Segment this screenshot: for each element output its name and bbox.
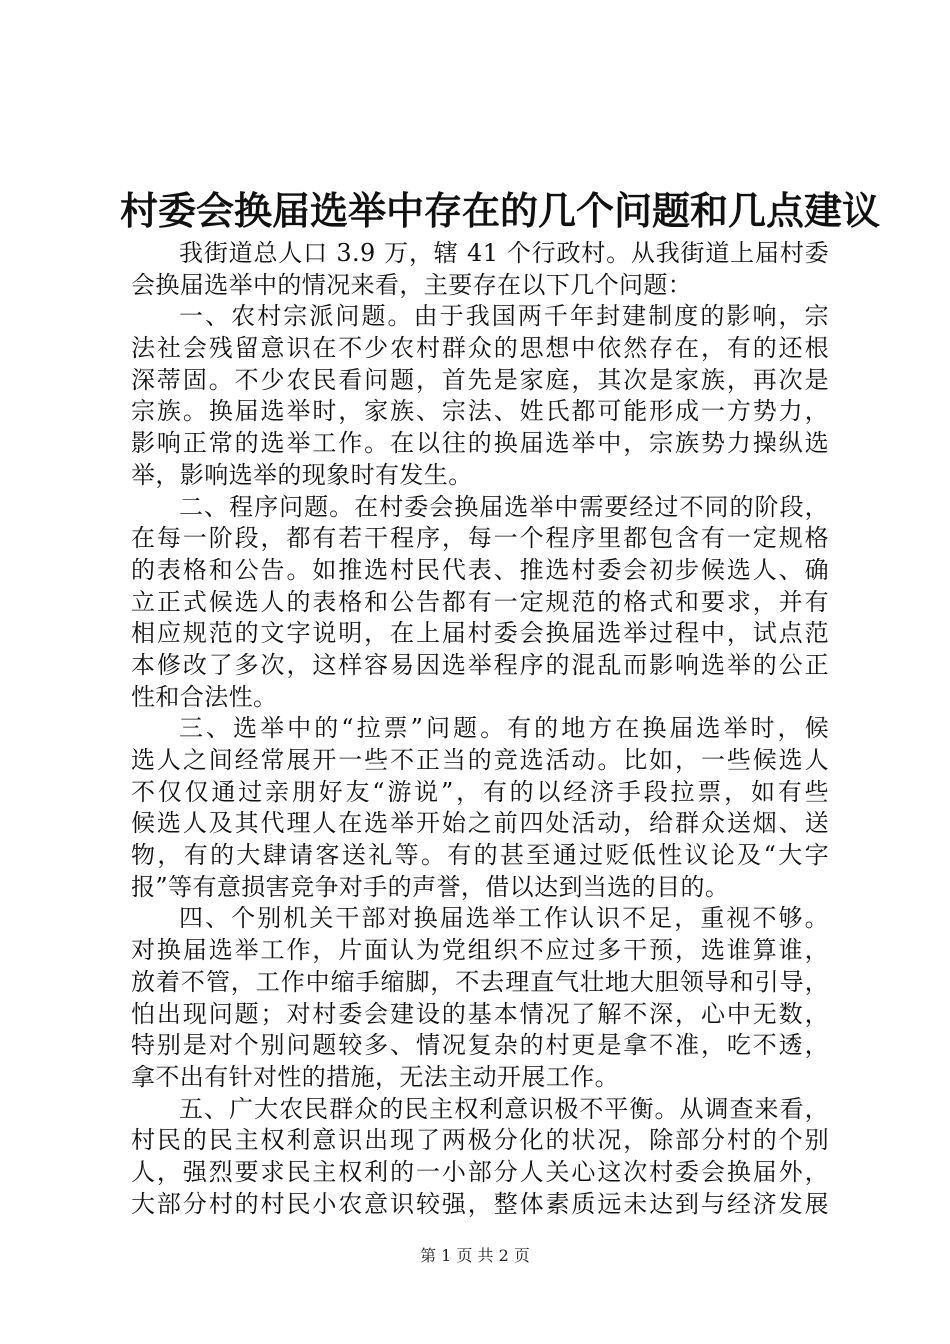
text-line: 法社会残留意识在不少农村群众的思想中依然存在，有的还根 [131, 334, 829, 363]
text-line: 四、个别机关干部对换届选举工作认识不足，重视不够。 [179, 904, 829, 933]
text-line: 人，强烈要求民主权利的一小部分人关心这次村委会换届外， [131, 1157, 829, 1186]
text-line: 会换届选举中的情况来看，主要存在以下几个问题： [131, 270, 693, 299]
text-line: 大部分村的村民小农意识较强，整体素质远未达到与经济发展 [131, 1189, 829, 1218]
text-line: 本修改了多次，这样容易因选举程序的混乱而影响选举的公正 [131, 650, 829, 679]
paragraph [131, 1094, 829, 1221]
text-line: 影响正常的选举工作。在以往的换届选举中，宗族势力操纵选 [131, 429, 829, 458]
text-line: 不仅仅通过亲朋好友“游说”，有的以经济手段拉票，如有些 [131, 777, 829, 806]
document-title: 村委会换届选举中存在的几个问题和几点建议 [120, 188, 881, 233]
text-line: 在每一阶段，都有若干程序，每一个程序里都包含有一定规格 [131, 524, 829, 553]
text-line: 宗族。换届选举时，家族、宗法、姓氏都可能形成一方势力， [131, 397, 829, 426]
text-line: 深蒂固。不少农民看问题，首先是家庭，其次是家族，再次是 [131, 365, 829, 394]
text-line: 报”等有意损害竞争对手的声誉，借以达到当选的目的。 [131, 872, 730, 901]
paragraph [131, 492, 829, 714]
text-line: 的表格和公告。如推选村民代表、推选村委会初步候选人、确 [131, 555, 829, 584]
text-line: 我街道总人口 3.9 万，辖 41 个行政村。从我街道上届村委 [179, 239, 829, 267]
text-line: 立正式候选人的表格和公告都有一定规范的格式和要求，并有 [131, 587, 829, 616]
document-body [131, 238, 829, 1220]
text-line: 放着不管，工作中缩手缩脚，不去理直气壮地大胆领导和引导， [131, 967, 829, 996]
paragraph [131, 301, 829, 491]
text-line: 拿不出有针对性的措施，无法主动开展工作。 [131, 1062, 619, 1091]
text-line: 物，有的大肆请客送礼等。有的甚至通过贬低性议论及“大字 [131, 841, 829, 870]
text-line: 村民的民主权利意识出现了两极分化的状况，除部分村的个别 [131, 1126, 829, 1155]
text-line: 候选人及其代理人在选举开始之前四处活动，给群众送烟、送 [131, 809, 829, 838]
text-line: 相应规范的文字说明，在上届村委会换届选举过程中，试点范 [131, 619, 829, 648]
paragraph [131, 238, 829, 301]
text-line: 对换届选举工作，片面认为党组织不应过多干预，选谁算谁， [131, 936, 829, 965]
page-footer: 第 1 页 共 2 页 [420, 1246, 530, 1265]
text-line: 选人之间经常展开一些不正当的竞选活动。比如，一些候选人 [131, 746, 829, 774]
text-line: 三、选举中的“拉票”问题。有的地方在换届选举时，候 [179, 714, 829, 743]
text-line: 举，影响选举的现象时有发生。 [131, 460, 473, 489]
text-line: 二、程序问题。在村委会换届选举中需要经过不同的阶段， [179, 492, 829, 521]
paragraph [131, 713, 829, 903]
text-line: 五、广大农民群众的民主权利意识极不平衡。从调查来看， [179, 1094, 829, 1123]
text-line: 特别是对个别问题较多、情况复杂的村更是拿不准，吃不透， [131, 1031, 829, 1060]
paragraph [131, 903, 829, 1093]
text-line: 一、农村宗派问题。由于我国两千年封建制度的影响，宗 [179, 302, 829, 331]
text-line: 怕出现问题；对村委会建设的基本情况了解不深，心中无数， [131, 999, 829, 1028]
text-line: 性和合法性。 [131, 682, 278, 711]
